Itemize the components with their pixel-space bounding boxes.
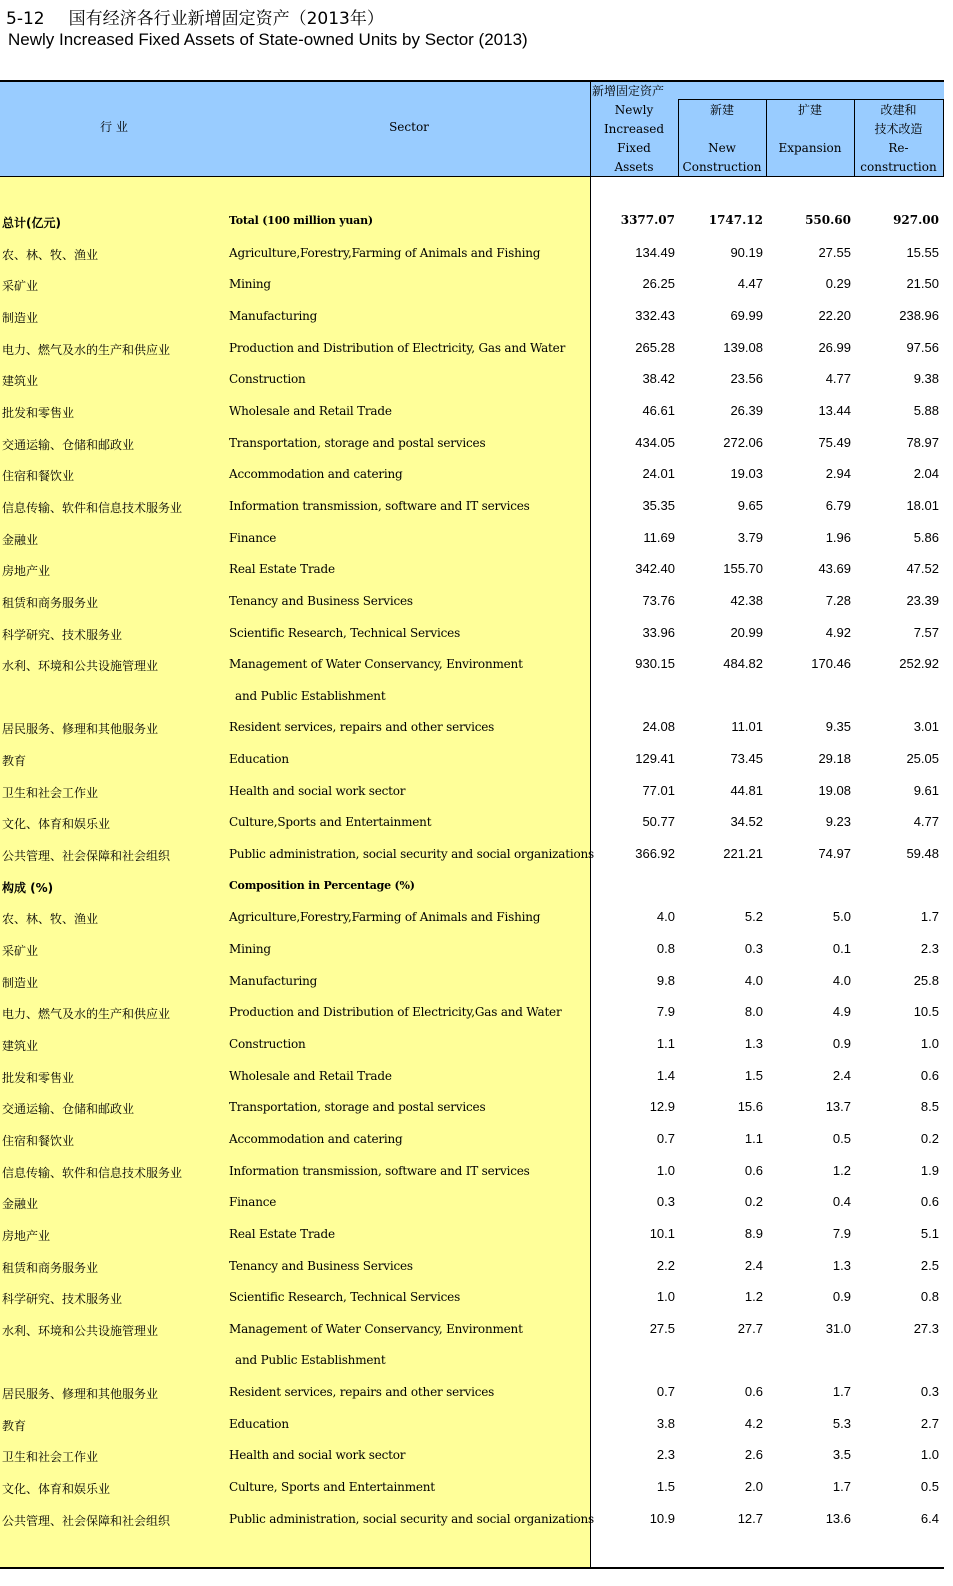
bottom-rule [0,1567,944,1569]
sector-name-cn: 建筑业 [2,374,39,389]
value-expansion: 13.6 [825,1510,851,1526]
table-row [0,1188,944,1220]
value-expansion: 27.55 [818,244,851,260]
header-expansion: 扩建 Expansion [778,103,842,155]
value-expansion: 4.77 [825,371,851,387]
value-expansion: 5.3 [832,1415,851,1431]
table-row [0,935,944,967]
value-expansion: 29.18 [818,751,851,766]
sector-name-cn: 电力、燃气及水的生产和供应业 [2,1007,171,1022]
value-new-construction: 221.21 [723,846,763,861]
value-newly-increased: 38.42 [642,371,675,387]
value-expansion: 170.46 [811,656,851,672]
table-row [0,270,944,302]
value-reconstruction: 15.55 [906,244,939,260]
sector-name-en: Health and social work sector [229,1448,406,1463]
sector-name-en: Education [229,752,289,766]
value-new-construction: 19.03 [730,466,763,482]
sector-name-cn: 房地产业 [2,1228,51,1243]
table-row [0,903,944,935]
sector-name-cn: 水利、环境和公共设施管理业 [2,659,159,674]
value-new-construction: 23.56 [730,371,763,387]
sector-name-en: Resident services, repairs and other services [229,1385,495,1399]
value-reconstruction: 25.8 [913,972,939,988]
value-expansion: 550.60 [805,213,851,227]
value-reconstruction: 2.3 [920,940,939,956]
value-expansion: 0.1 [832,940,851,956]
value-new-construction: 11.01 [731,719,763,735]
value-new-construction: 20.99 [730,624,763,640]
value-reconstruction: 2.04 [913,466,939,482]
sector-name-cn: 教育 [2,1418,27,1433]
value-new-construction: 27.7 [737,1320,763,1336]
sector-name-cn: 水利、环境和公共设施管理业 [2,1323,159,1338]
value-reconstruction: 0.6 [920,1067,939,1083]
value-reconstruction: 10.5 [913,1004,939,1020]
value-reconstruction: 5.1 [920,1225,939,1241]
sector-name-en: Mining [229,277,271,292]
sector-name-en: Tenancy and Business Services [229,1258,413,1273]
value-reconstruction: 1.0 [920,1035,939,1051]
value-new-construction: 1.2 [744,1289,763,1305]
sector-name-en: Transportation, storage and postal services [229,1100,486,1115]
value-expansion: 3.5 [832,1447,851,1463]
sector-name-cn: 建筑业 [2,1038,39,1053]
value-new-construction: 5.2 [744,909,763,925]
value-reconstruction: 0.3 [920,1384,939,1399]
value-expansion: 13.44 [818,402,851,418]
table-row [0,713,944,745]
value-newly-increased: 24.08 [642,719,675,735]
value-newly-increased: 0.7 [656,1384,675,1399]
value-reconstruction: 59.48 [906,846,939,861]
sector-name-en: Culture,Sports and Entertainment [229,815,432,830]
value-newly-increased: 342.40 [635,561,675,577]
value-expansion: 0.4 [832,1194,851,1210]
table-row [0,872,944,904]
sector-name-en: Tenancy and Business Services [229,593,413,608]
sector-name-cn: 金融业 [2,1197,39,1212]
header-total: Newly Increased Fixed Assets [603,103,665,174]
value-reconstruction: 4.77 [913,814,939,830]
sector-name-cn: 农、林、牧、渔业 [2,912,99,927]
table-row [0,397,944,429]
table-row [0,555,944,587]
value-newly-increased: 1.0 [656,1162,675,1178]
value-newly-increased: 4.0 [656,909,675,925]
table-row [0,587,944,619]
value-new-construction: 8.9 [744,1225,763,1241]
sector-name-en: Public administration, social security and social organizations [229,847,595,861]
value-new-construction: 0.6 [744,1384,763,1399]
sector-name-en: and Public Establishment [235,1353,386,1368]
table-row [0,745,944,777]
sector-name-cn: 制造业 [2,975,39,990]
table-number: 5-12 [6,9,45,29]
title-english: Newly Increased Fixed Assets of State-owned Units by Sector (2013) [8,30,528,49]
value-reconstruction: 18.01 [906,497,939,513]
value-new-construction: 3.79 [737,529,763,545]
value-newly-increased: 77.01 [642,782,675,798]
header-group-label: 新增固定资产 [592,84,665,98]
value-reconstruction: 1.9 [920,1162,939,1178]
sector-name-cn: 卫生和社会工作业 [2,785,99,800]
value-expansion: 9.23 [825,814,851,830]
value-reconstruction: 0.5 [920,1479,939,1494]
value-expansion: 1.2 [832,1162,851,1178]
table-row [0,492,944,524]
sector-name-en: Scientific Research, Technical Services [229,625,461,640]
value-reconstruction: 47.52 [906,561,939,577]
title-chinese [6,4,384,29]
value-new-construction: 8.0 [744,1004,763,1020]
sector-name-en: Management of Water Conservancy, Environment [229,1321,523,1336]
table-row [0,1346,944,1378]
value-new-construction: 90.19 [730,244,763,260]
sector-name-en: Accommodation and catering [229,467,403,482]
value-reconstruction: 5.86 [913,529,939,545]
sector-name-en: Public administration, social security and social organizations [229,1511,595,1526]
sector-name-cn: 房地产业 [2,564,51,579]
value-reconstruction: 25.05 [906,751,939,766]
table-row [0,429,944,461]
value-reconstruction: 1.7 [920,909,939,925]
sector-name-cn: 公共管理、社会保障和社会组织 [2,1513,171,1528]
value-reconstruction: 252.92 [899,656,939,672]
value-reconstruction: 5.88 [913,402,939,418]
value-new-construction: 139.08 [723,339,763,355]
value-newly-increased: 1.0 [656,1289,675,1305]
sector-name-en: Wholesale and Retail Trade [229,1068,392,1083]
value-reconstruction: 97.56 [906,339,939,355]
table-row [0,808,944,840]
value-expansion: 26.99 [818,339,851,355]
value-newly-increased: 3.8 [656,1415,675,1431]
sector-name-cn: 居民服务、修理和其他服务业 [2,1387,159,1401]
value-newly-increased: 1.4 [656,1067,675,1083]
value-new-construction: 26.39 [730,402,763,418]
table-row [0,334,944,366]
table-row [0,967,944,999]
sector-name-en: Mining [229,941,271,956]
sector-name-en: Finance [229,1195,277,1210]
value-expansion: 0.29 [825,276,851,292]
value-newly-increased: 0.3 [656,1194,675,1210]
value-reconstruction: 238.96 [899,307,939,323]
sector-name-en: Information transmission, software and IT services [229,1163,530,1178]
value-expansion: 2.4 [832,1067,851,1083]
value-reconstruction: 6.4 [920,1510,939,1526]
value-expansion: 7.9 [832,1225,851,1241]
value-new-construction: 0.3 [744,940,763,956]
value-newly-increased: 10.9 [649,1510,675,1526]
value-new-construction: 1.3 [744,1035,763,1051]
value-expansion: 0.5 [832,1130,851,1146]
table-row [0,1220,944,1252]
title-cn-text: 国有经济各行业新增固定资产（2013年） [68,9,384,29]
value-new-construction: 4.47 [737,276,763,292]
sector-name-en: Real Estate Trade [229,562,335,577]
value-newly-increased: 0.7 [656,1130,675,1146]
sector-name-en: Manufacturing [229,308,318,323]
value-reconstruction: 8.5 [920,1099,939,1115]
sector-name-en: Resident services, repairs and other services [229,720,495,735]
value-new-construction: 73.45 [730,751,763,766]
value-new-construction: 0.2 [744,1194,763,1210]
sector-name-cn: 交通运输、仓储和邮政业 [2,437,135,452]
sector-name-en: Construction [229,1036,306,1051]
value-expansion: 2.94 [825,466,851,482]
value-newly-increased: 35.35 [642,497,675,513]
value-newly-increased: 1.5 [656,1479,675,1494]
table-row [0,1315,944,1347]
sector-name-en: Production and Distribution of Electricity,Gas and Water [229,1005,562,1020]
value-reconstruction: 0.6 [920,1194,939,1210]
sector-name-en: Wholesale and Retail Trade [229,403,392,418]
table-row [0,1410,944,1442]
value-reconstruction: 3.01 [913,719,939,735]
sector-name-en: Accommodation and catering [229,1131,403,1146]
value-new-construction: 484.82 [723,656,763,672]
value-newly-increased: 50.77 [642,814,675,830]
value-newly-increased: 33.96 [642,624,675,640]
sector-name-en: Agriculture,Forestry,Farming of Animals and Fishing [229,245,541,260]
value-newly-increased: 129.41 [635,751,675,766]
table-row [0,998,944,1030]
sector-name-cn: 金融业 [2,532,39,547]
sector-name-cn: 采矿业 [2,279,39,294]
table-row [0,1252,944,1284]
sector-name-cn: 文化、体育和娱乐业 [2,817,111,832]
value-new-construction: 34.52 [730,814,763,830]
value-reconstruction: 9.38 [913,371,939,387]
table-row [0,1030,944,1062]
value-reconstruction: 2.5 [920,1257,939,1273]
value-reconstruction: 9.61 [913,782,939,798]
table-row [0,650,944,682]
value-new-construction: 9.65 [737,497,763,513]
value-newly-increased: 10.1 [649,1225,675,1241]
value-newly-increased: 1.1 [656,1035,675,1051]
table-row [0,1157,944,1189]
value-expansion: 1.7 [832,1479,851,1494]
value-reconstruction: 21.50 [906,276,939,292]
sector-name-cn: 制造业 [2,310,39,325]
table-row [0,1093,944,1125]
value-newly-increased: 332.43 [635,307,675,323]
sector-name-cn: 科学研究、技术服务业 [2,627,123,642]
value-expansion: 1.96 [825,529,851,545]
table-row [0,207,944,239]
value-newly-increased: 24.01 [642,466,675,482]
table-row [0,365,944,397]
value-newly-increased: 12.9 [649,1099,675,1115]
value-expansion: 0.9 [832,1289,851,1305]
value-expansion: 4.0 [832,972,851,988]
table-row [0,239,944,271]
value-newly-increased: 434.05 [635,434,675,450]
sector-name-cn: 信息传输、软件和信息技术服务业 [2,500,183,515]
table-row [0,840,944,872]
value-new-construction: 1.1 [744,1130,763,1146]
sector-name-en: Education [229,1416,289,1431]
value-new-construction: 272.06 [723,434,763,450]
value-reconstruction: 2.7 [920,1415,939,1431]
value-newly-increased: 265.28 [635,339,675,355]
value-newly-increased: 2.3 [656,1447,675,1463]
value-new-construction: 1747.12 [708,213,763,227]
value-newly-increased: 11.69 [643,529,675,545]
value-newly-increased: 3377.07 [620,213,675,227]
sector-name-cn: 租赁和商务服务业 [2,1260,99,1275]
header-sector-cn: 行 业 [100,120,128,134]
table-row [0,1125,944,1157]
value-expansion: 5.0 [832,909,851,925]
value-newly-increased: 73.76 [642,592,675,608]
table-row [0,777,944,809]
value-expansion: 19.08 [818,782,851,798]
value-newly-increased: 7.9 [656,1004,675,1020]
value-expansion: 1.3 [832,1257,851,1273]
value-reconstruction: 23.39 [906,592,939,608]
sector-name-en: Total (100 million yuan) [229,214,373,227]
value-expansion: 43.69 [818,561,851,577]
value-new-construction: 2.0 [744,1479,763,1494]
sector-name-en: Real Estate Trade [229,1226,335,1241]
value-new-construction: 0.6 [744,1162,763,1178]
sector-name-cn: 农、林、牧、渔业 [2,247,99,262]
sector-name-cn: 构成 (%) [2,880,54,895]
value-newly-increased: 134.49 [635,244,675,260]
sector-name-en: Manufacturing [229,973,318,988]
value-expansion: 1.7 [832,1384,851,1399]
table-row [0,302,944,334]
value-expansion: 22.20 [818,307,851,323]
value-reconstruction: 7.57 [913,624,939,640]
value-newly-increased: 46.61 [642,402,675,418]
value-reconstruction: 1.0 [920,1447,939,1463]
sector-name-cn: 批发和零售业 [2,405,75,420]
value-newly-increased: 2.2 [656,1257,675,1273]
value-new-construction: 42.38 [730,592,763,608]
sector-name-en: Scientific Research, Technical Services [229,1290,461,1305]
table-row [0,1283,944,1315]
value-expansion: 6.79 [825,497,851,513]
value-new-construction: 44.81 [730,782,763,798]
sector-name-cn: 文化、体育和娱乐业 [2,1482,111,1496]
sector-name-cn: 总计(亿元) [2,216,61,230]
value-expansion: 4.9 [832,1004,851,1020]
value-new-construction: 1.5 [744,1067,763,1083]
sector-name-en: Production and Distribution of Electricity, Gas and Water [229,340,566,355]
sector-name-cn: 住宿和餐饮业 [2,469,75,484]
sector-name-cn: 卫生和社会工作业 [2,1450,99,1465]
sector-name-cn: 信息传输、软件和信息技术服务业 [2,1165,183,1180]
sector-name-cn: 租赁和商务服务业 [2,595,99,610]
table-row [0,682,944,714]
value-reconstruction: 0.2 [920,1130,939,1146]
value-new-construction: 12.7 [737,1510,763,1526]
value-reconstruction: 78.97 [906,434,939,450]
sector-name-en: Information transmission, software and IT services [229,498,530,513]
table-row [0,1505,944,1537]
value-reconstruction: 0.8 [920,1289,939,1305]
value-expansion: 74.97 [818,846,851,861]
value-reconstruction: 927.00 [893,213,939,227]
sector-name-en: Transportation, storage and postal services [229,435,486,450]
value-new-construction: 4.2 [744,1415,763,1431]
table-row [0,460,944,492]
sector-name-cn: 住宿和餐饮业 [2,1133,75,1148]
value-newly-increased: 26.25 [642,276,675,292]
header-sector-en: Sector [389,120,429,134]
sector-name-cn: 教育 [2,754,27,768]
value-reconstruction: 27.3 [913,1320,939,1336]
value-new-construction: 155.70 [723,561,763,577]
value-new-construction: 2.4 [744,1257,763,1273]
sector-name-en: Health and social work sector [229,783,406,798]
sector-name-cn: 批发和零售业 [2,1070,75,1085]
value-expansion: 9.35 [825,719,851,735]
table-row [0,1062,944,1094]
value-newly-increased: 0.8 [656,940,675,956]
sector-name-cn: 电力、燃气及水的生产和供应业 [2,342,171,357]
value-new-construction: 15.6 [737,1099,763,1115]
sector-name-en: and Public Establishment [235,688,386,703]
table-row [0,1441,944,1473]
sector-name-en: Culture, Sports and Entertainment [229,1480,435,1494]
sector-name-cn: 居民服务、修理和其他服务业 [2,722,159,737]
header-new-construction: 新建 New Construction [682,103,762,174]
sector-name-cn: 交通运输、仓储和邮政业 [2,1102,135,1117]
sector-name-en: Agriculture,Forestry,Farming of Animals and Fishing [229,910,541,925]
value-expansion: 7.28 [825,592,851,608]
sector-name-en: Finance [229,530,277,545]
table-row [0,1473,944,1505]
value-new-construction: 4.0 [744,972,763,988]
table-row [0,619,944,651]
group-underline [678,99,944,100]
value-expansion: 4.92 [825,624,851,640]
value-newly-increased: 9.8 [656,972,675,988]
sector-name-cn: 采矿业 [2,943,39,958]
header-reconstruction: 改建和 技术改造 Re- construction [860,103,937,174]
table-row [0,524,944,556]
sector-name-cn: 科学研究、技术服务业 [2,1292,123,1307]
value-expansion: 31.0 [825,1320,851,1336]
sector-name-en: Composition in Percentage (%) [229,878,415,892]
divider-header-4 [943,99,944,176]
value-newly-increased: 27.5 [649,1320,675,1336]
sector-name-en: Construction [229,372,306,387]
value-expansion: 13.7 [825,1099,851,1115]
value-expansion: 75.49 [818,434,851,450]
sector-name-cn: 公共管理、社会保障和社会组织 [2,849,171,863]
sector-name-en: Management of Water Conservancy, Environment [229,657,523,672]
value-expansion: 0.9 [832,1035,851,1051]
table-row [0,1378,944,1410]
value-new-construction: 2.6 [744,1447,763,1463]
value-newly-increased: 366.92 [635,846,675,861]
value-newly-increased: 930.15 [635,656,675,672]
value-new-construction: 69.99 [730,307,763,323]
